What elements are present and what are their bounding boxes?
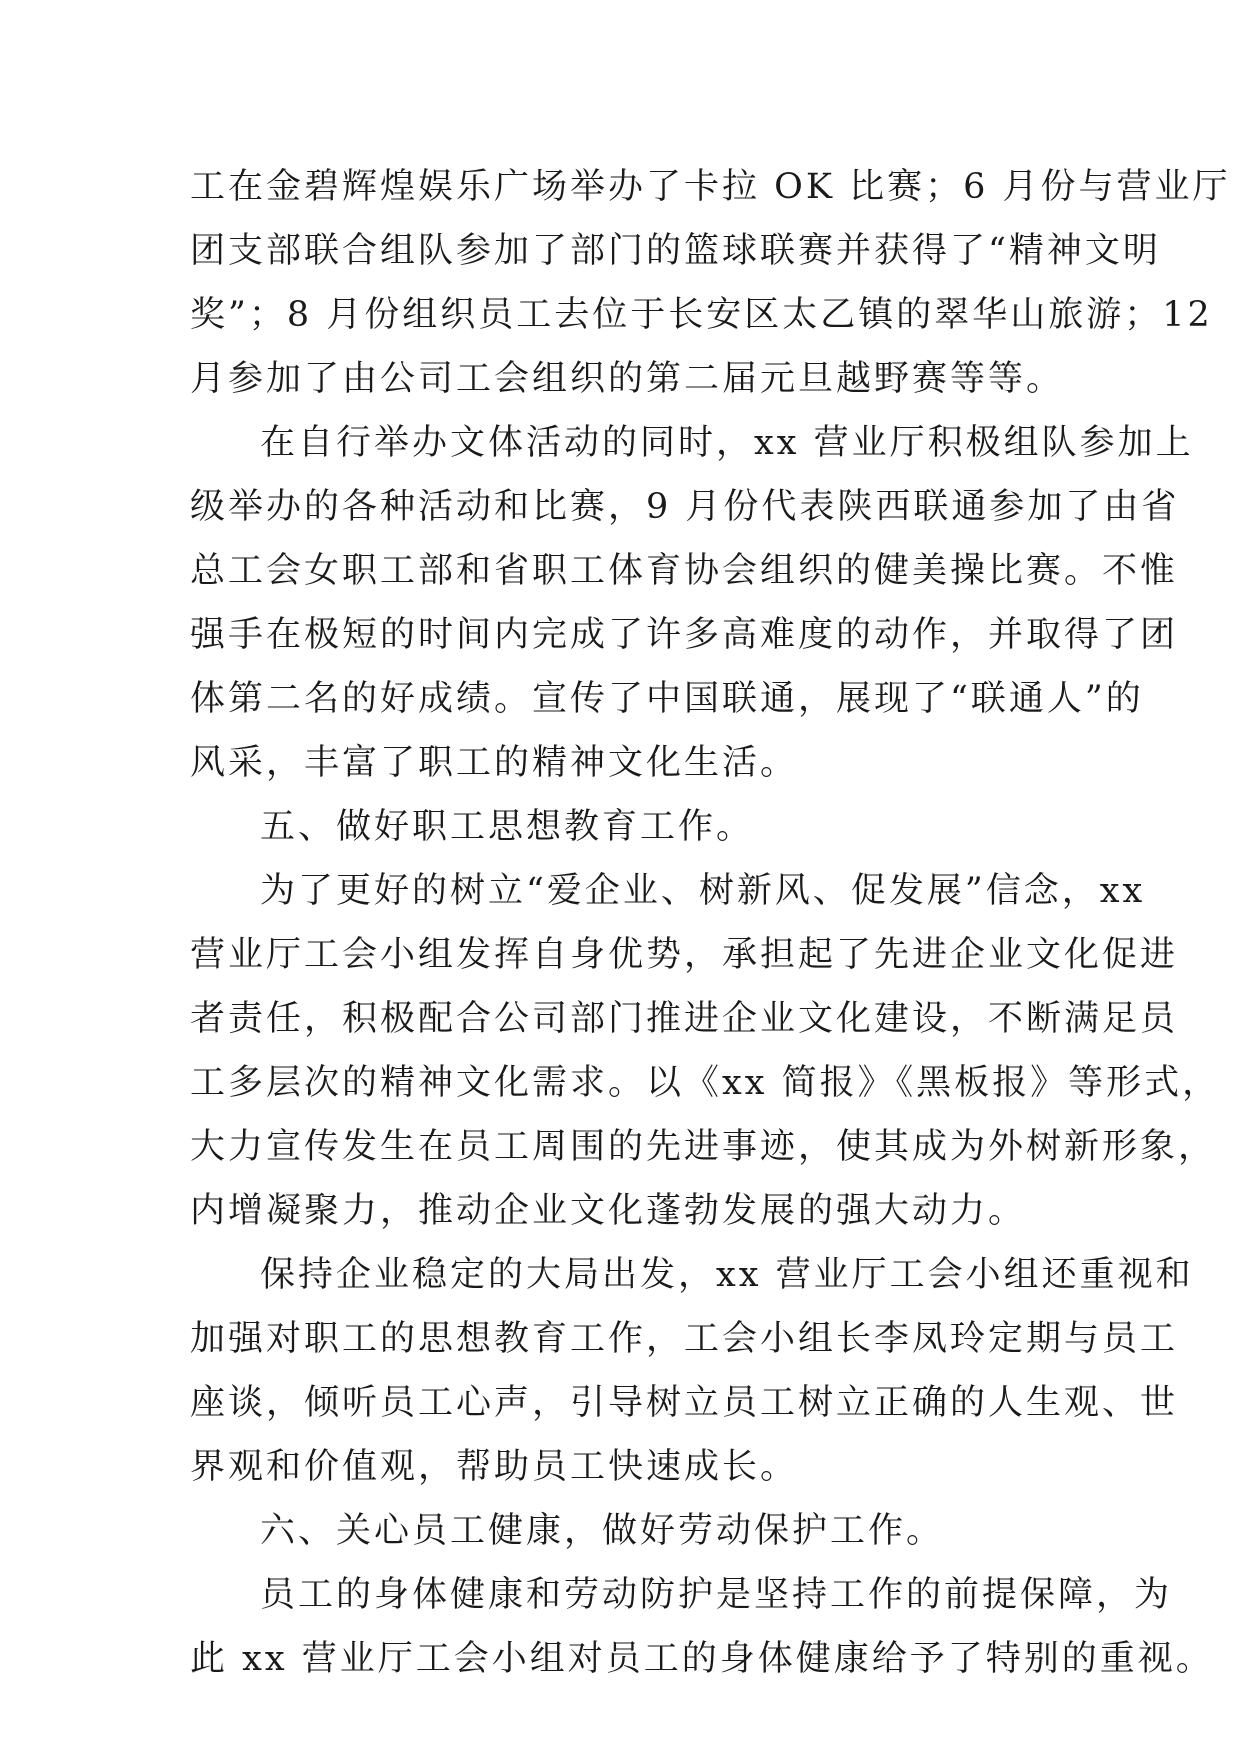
text-line: 体第二名的好成绩。宣传了中国联通，展现了“联通人”的 (190, 679, 1144, 719)
text-line: 内增凝聚力，推动企业文化蓬勃发展的强大动力。 (190, 1191, 1027, 1231)
text-line: 强手在极短的时间内完成了许多高难度的动作，并取得了团 (190, 615, 1179, 655)
text-line: 加强对职工的思想教育工作，工会小组长李凤玲定期与员工 (190, 1319, 1179, 1359)
text-line: 六、关心员工健康，做好劳动保护工作。 (260, 1511, 945, 1551)
text-line: 工多层次的精神文化需求。以《xx 简报》《黑板报》等形式， (190, 1063, 1221, 1103)
text-line: 总工会女职工部和省职工体育协会组织的健美操比赛。不惟 (190, 551, 1179, 591)
text-line: 员工的身体健康和劳动防护是坚持工作的前提保障，为 (260, 1575, 1173, 1615)
text-line: 者责任，积极配合公司部门推进企业文化建设，不断满足员 (190, 999, 1179, 1039)
text-line: 营业厅工会小组发挥自身优势，承担起了先进企业文化促进 (190, 935, 1179, 975)
text-line: 五、做好职工思想教育工作。 (260, 807, 755, 847)
text-line: 风采，丰富了职工的精神文化生活。 (190, 743, 799, 783)
text-line: 工在金碧辉煌娱乐广场举办了卡拉 OK 比赛；6 月份与营业厅 (190, 167, 1231, 207)
text-line: 保持企业稳定的大局出发，xx 营业厅工会小组还重视和 (260, 1255, 1194, 1295)
text-line: 团支部联合组队参加了部门的篮球联赛并获得了“精神文明 (190, 231, 1161, 271)
text-line: 奖”；8 月份组织员工去位于长安区太乙镇的翠华山旅游；12 (190, 295, 1213, 335)
text-line: 为了更好的树立“爱企业、树新风、促发展”信念，xx (260, 871, 1146, 911)
document-body (190, 155, 1231, 1691)
text-line: 此 xx 营业厅工会小组对员工的身体健康给予了特别的重视。 (190, 1639, 1214, 1679)
text-line: 大力宣传发生在员工周围的先进事迹，使其成为外树新形象， (190, 1127, 1217, 1167)
text-line: 在自行举办文体活动的同时，xx 营业厅积极组队参加上 (260, 423, 1194, 463)
text-line: 月参加了由公司工会组织的第二届元旦越野赛等等。 (190, 359, 1065, 399)
text-line: 界观和价值观，帮助员工快速成长。 (190, 1447, 799, 1487)
text-line: 座谈，倾听员工心声，引导树立员工树立正确的人生观、世 (190, 1383, 1179, 1423)
text-line: 级举办的各种活动和比赛，9 月份代表陕西联通参加了由省 (190, 487, 1180, 527)
